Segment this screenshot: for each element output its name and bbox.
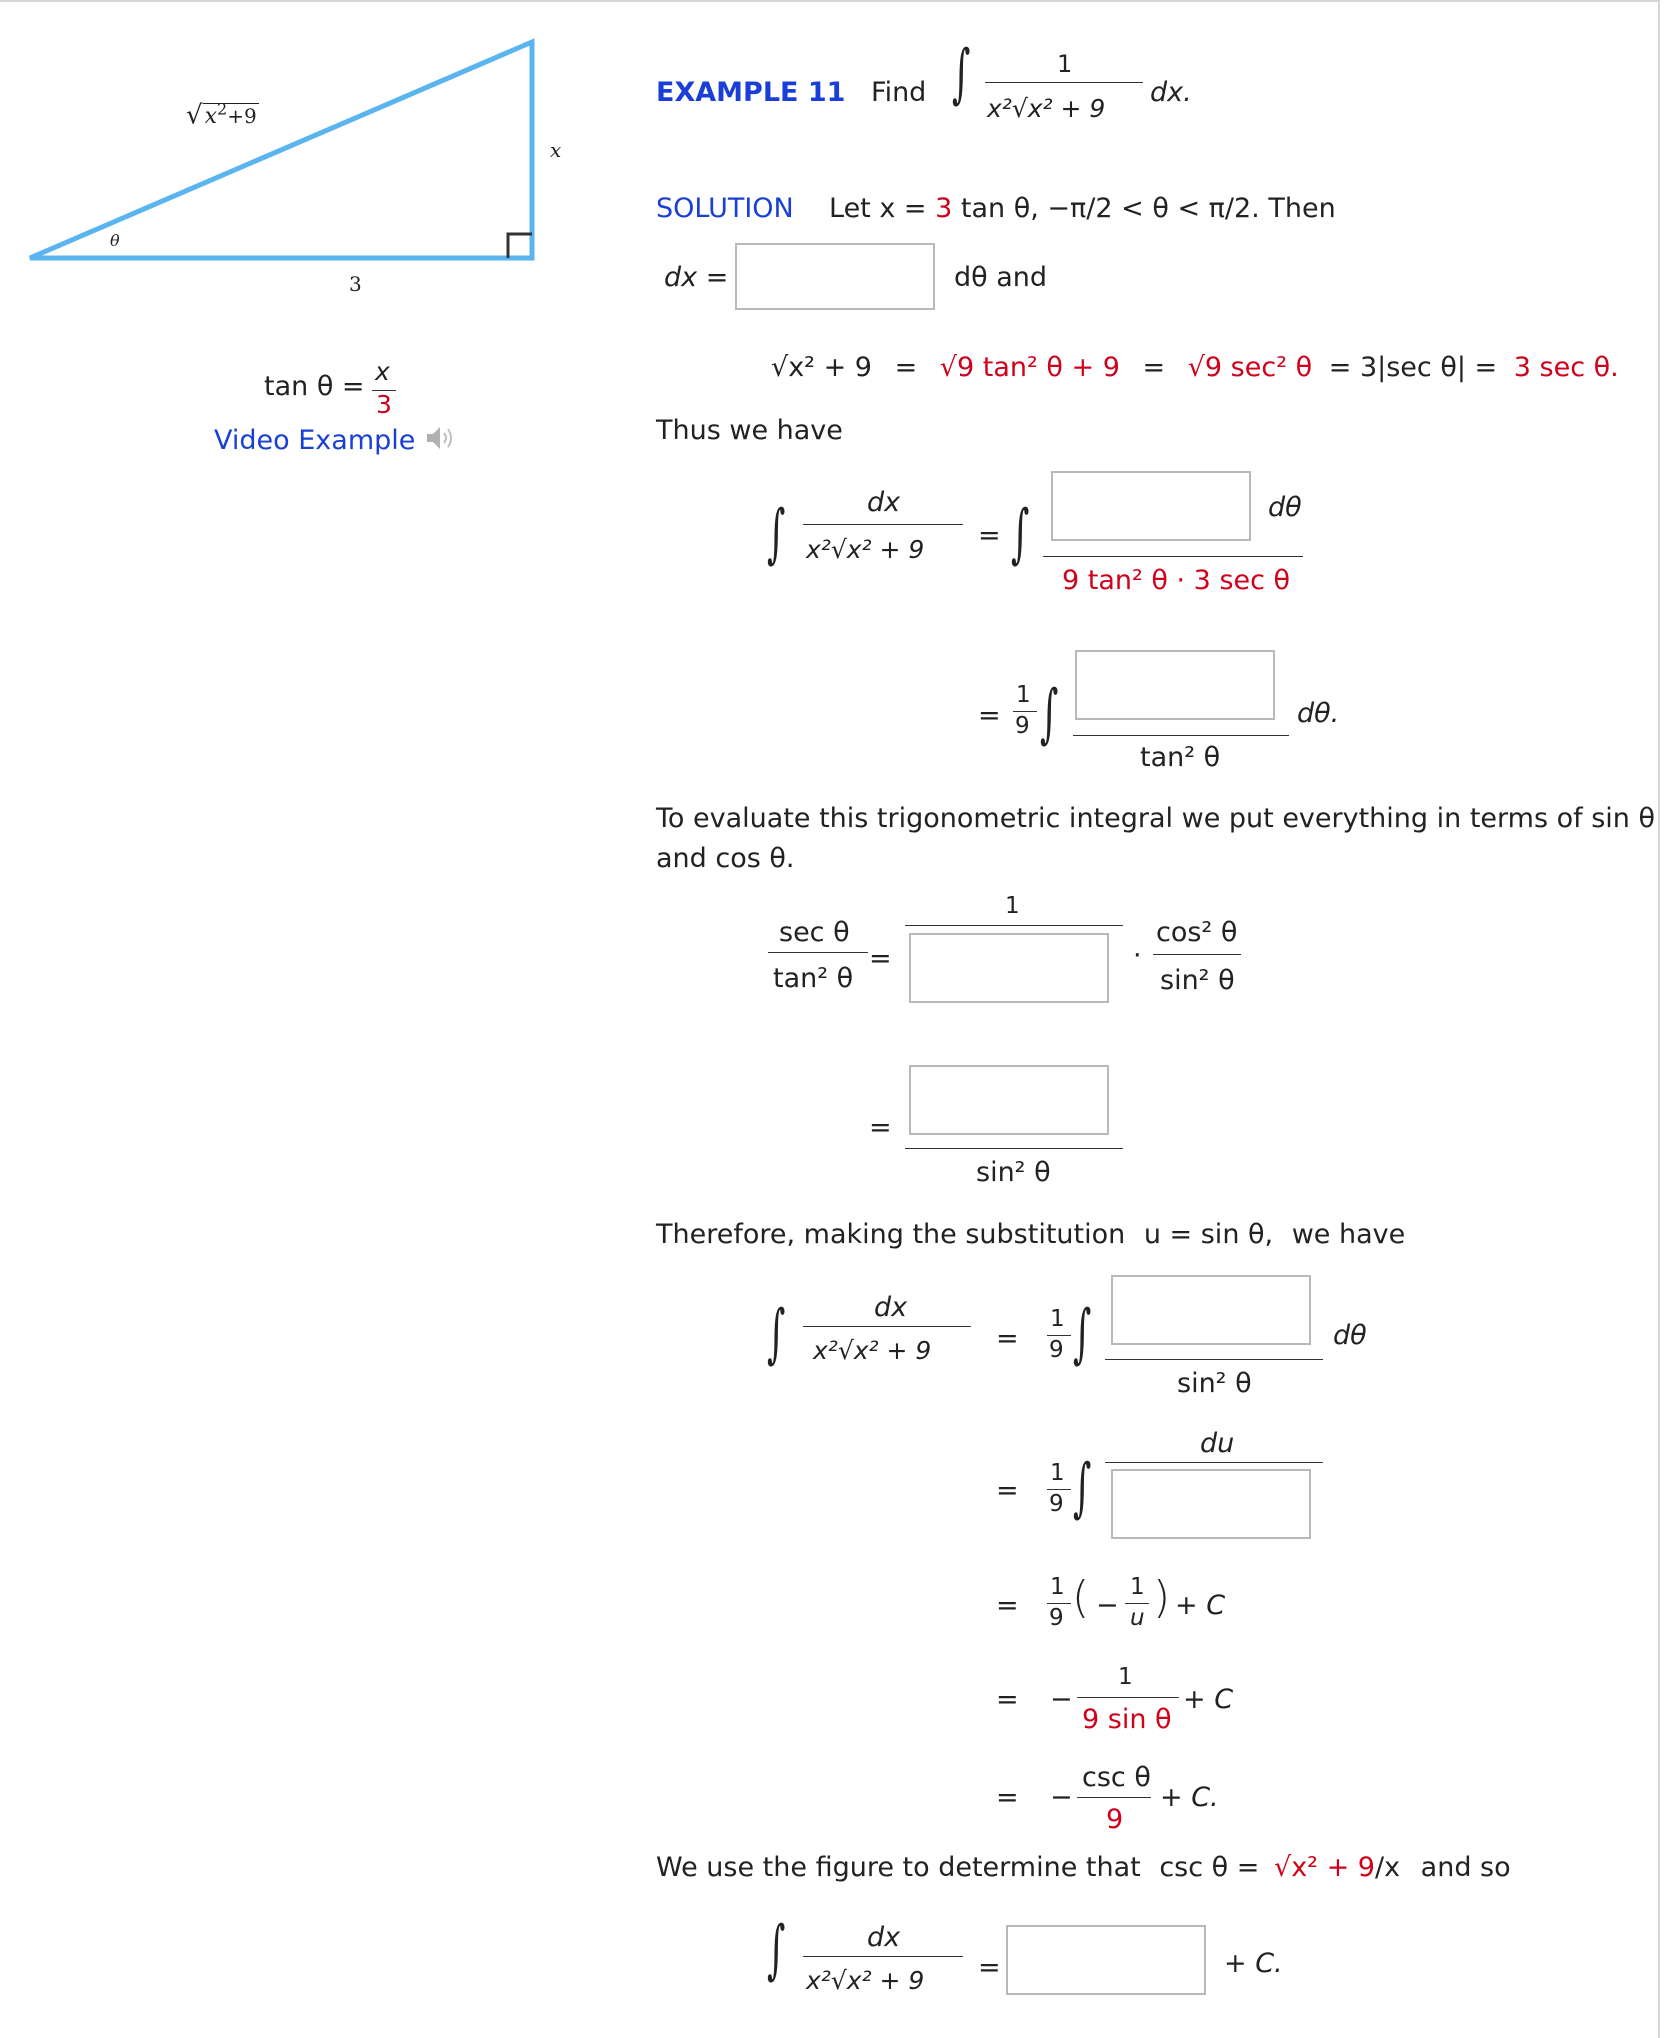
step5-coef-num: 1	[1050, 1306, 1065, 1332]
step6-coef-num: 1	[1050, 1460, 1065, 1486]
step7-inner-den: u	[1130, 1605, 1145, 1631]
video-example-label[interactable]: Video Example	[214, 425, 416, 456]
step2-rhs-bar	[1073, 735, 1289, 736]
step5-dtheta: dθ	[1333, 1320, 1367, 1351]
step7-inner-num: 1	[1130, 1574, 1145, 1600]
integral-sign-step1-rhs: ∫	[1011, 497, 1030, 571]
para3-sqrt: √x² + 9	[1274, 1852, 1375, 1883]
para1-line2: and cos θ.	[656, 843, 795, 874]
step2-coef-num: 1	[1016, 682, 1031, 708]
step3-lhs-num: sec θ	[779, 917, 850, 948]
step5-coef-den: 9	[1049, 1337, 1064, 1363]
tan-num: x	[375, 357, 390, 386]
final-lhs-bar	[803, 1956, 963, 1957]
step8-num: 1	[1118, 1664, 1133, 1690]
step2-dtheta: dθ.	[1297, 698, 1340, 729]
step3-denominator-input[interactable]	[909, 933, 1109, 1003]
speaker-icon[interactable]	[424, 423, 458, 453]
step7-plus-c: + C	[1175, 1590, 1226, 1621]
sqrt-chain	[771, 352, 1619, 383]
step2-rhs-den: tan² θ	[1140, 742, 1221, 773]
step6-denominator-input[interactable]	[1111, 1469, 1311, 1539]
step5-eq: =	[996, 1323, 1019, 1354]
step9-minus: −	[1050, 1782, 1073, 1813]
dx-eq-label: dx =	[664, 262, 729, 293]
step9-den: 9	[1106, 1804, 1124, 1835]
integral-sign-header: ∫	[952, 37, 971, 111]
thus-text: Thus we have	[656, 415, 843, 446]
step1-eq: =	[978, 520, 1001, 551]
step3-eq: =	[869, 943, 892, 974]
example-label: EXAMPLE 11	[656, 77, 846, 108]
integral-sign-step5: ∫	[1073, 1297, 1092, 1371]
step8-eq: =	[996, 1684, 1019, 1715]
step1-rhs-den: 9 tan² θ · 3 sec θ	[1062, 565, 1291, 596]
hyp-label	[186, 100, 259, 130]
step3-lhs-den: tan² θ	[773, 963, 854, 994]
final-answer-input[interactable]	[1006, 1925, 1206, 1995]
integral-sign-final: ∫	[767, 1913, 786, 1987]
opp-label: x	[550, 138, 562, 162]
step9-plus-c: + C.	[1160, 1782, 1219, 1813]
integral-sign-step5-lhs: ∫	[767, 1297, 786, 1371]
para3-text: We use the figure to determine that	[656, 1852, 1141, 1883]
step1-lhs-bar	[803, 524, 963, 525]
let-three: 3	[935, 193, 953, 224]
sqrt-a: √x² + 9	[771, 352, 872, 383]
step6-du: du	[1200, 1428, 1235, 1459]
step3-top-bar	[905, 925, 1123, 926]
find-label: Find	[871, 77, 927, 108]
step1-rhs-bar	[1043, 556, 1303, 557]
step1-lhs-den: x²√x² + 9	[806, 535, 925, 564]
step8-plus-c: + C	[1183, 1684, 1234, 1715]
step1-lhs-num: dx	[867, 487, 901, 518]
step4-den: sin² θ	[976, 1157, 1051, 1188]
integral-sign-step1-lhs: ∫	[767, 497, 786, 571]
step8-bar	[1077, 1697, 1179, 1698]
para3-end: and so	[1420, 1852, 1511, 1883]
step7-eq: =	[996, 1590, 1019, 1621]
let-statement	[829, 193, 1336, 224]
let-rest: tan θ, −π/2 < θ < π/2. Then	[952, 193, 1336, 224]
tan-lhs: tan θ =	[264, 371, 365, 402]
step6-eq: =	[996, 1475, 1019, 1506]
step7-close-paren: )	[1153, 1572, 1171, 1623]
integral-sign-step6: ∫	[1073, 1451, 1092, 1525]
hyp-exp: 2	[217, 100, 228, 119]
step3-lhs-bar	[768, 952, 868, 953]
sqrt-eq1: =	[894, 352, 918, 383]
final-lhs-den: x²√x² + 9	[806, 1966, 925, 1995]
step5-rhs-den: sin² θ	[1177, 1368, 1252, 1399]
sqrt-eq2: =	[1142, 352, 1166, 383]
para2-text: Therefore, making the substitution	[656, 1219, 1126, 1250]
step5-numerator-input[interactable]	[1111, 1275, 1311, 1345]
step4-bar	[905, 1148, 1123, 1149]
hyp-sqrt: √	[186, 100, 203, 131]
step3-cos-bar	[1153, 954, 1241, 955]
sqrt-d: 3 sec θ.	[1513, 352, 1619, 383]
step7-minus: −	[1096, 1590, 1119, 1621]
integral-sign-step2: ∫	[1040, 677, 1059, 751]
step9-eq: =	[996, 1782, 1019, 1813]
para3	[656, 1852, 1511, 1883]
solution-label: SOLUTION	[656, 193, 794, 224]
hyp-x: x	[204, 104, 217, 130]
step5-lhs-num: dx	[874, 1292, 908, 1323]
triangle-figure	[0, 0, 560, 320]
para2-end: we have	[1291, 1219, 1406, 1250]
angle-label: θ	[110, 231, 120, 250]
header-frac-bar	[985, 82, 1143, 83]
para1-line1: To evaluate this trigonometric integral we put everything in terms of sin θ	[656, 803, 1655, 834]
step8-den: 9 sin θ	[1082, 1704, 1172, 1735]
step7-coef-bar	[1047, 1603, 1071, 1604]
step2-coef-den: 9	[1015, 713, 1030, 739]
step4-numerator-input[interactable]	[909, 1065, 1109, 1135]
step7-open-paren: (	[1072, 1572, 1090, 1623]
tan-den: 3	[376, 390, 392, 419]
para2	[656, 1219, 1405, 1250]
sqrt-c: √9 sec² θ	[1187, 352, 1313, 383]
sqrt-eq3: = 3|sec θ| =	[1328, 352, 1498, 383]
hyp-plus: +9	[227, 104, 257, 129]
step5-rhs-bar	[1105, 1359, 1323, 1360]
dx-answer-input[interactable]	[735, 243, 935, 310]
header-dx: dx.	[1150, 77, 1192, 108]
para3-csc: csc θ =	[1159, 1852, 1260, 1883]
let-text: Let x =	[829, 193, 936, 224]
step6-coef-den: 9	[1049, 1491, 1064, 1517]
triangle-outline	[30, 42, 532, 258]
header-integrand-num: 1	[1057, 50, 1073, 78]
final-plus-c: + C.	[1224, 1948, 1283, 1979]
step3-sin-den: sin² θ	[1160, 965, 1235, 996]
step6-coef-bar	[1047, 1489, 1071, 1490]
step3-dot: ·	[1133, 940, 1142, 971]
step8-minus: −	[1050, 1684, 1073, 1715]
para3-tail: /x	[1374, 1852, 1401, 1883]
final-lhs-num: dx	[867, 1922, 901, 1953]
step5-lhs-bar	[803, 1326, 971, 1327]
sqrt-b: √9 tan² θ + 9	[939, 352, 1120, 383]
step2-coef-bar	[1013, 711, 1037, 712]
step3-cos-num: cos² θ	[1156, 917, 1238, 948]
step9-num: csc θ	[1082, 1762, 1151, 1793]
step3-top-num: 1	[1005, 893, 1020, 919]
header-integrand-den: x²√x² + 9	[987, 94, 1106, 123]
adj-label: 3	[349, 272, 362, 296]
right-angle-marker	[508, 234, 532, 258]
step4-eq: =	[869, 1112, 892, 1143]
video-example-link[interactable]	[214, 423, 458, 456]
step7-coef-num: 1	[1050, 1574, 1065, 1600]
dtheta-and: dθ and	[954, 262, 1048, 293]
step5-lhs-den: x²√x² + 9	[813, 1336, 932, 1365]
step6-bar	[1105, 1462, 1323, 1463]
step9-bar	[1077, 1797, 1151, 1798]
step1-numerator-input[interactable]	[1051, 471, 1251, 541]
final-eq: =	[978, 1952, 1001, 1983]
para2-sub: u = sin θ,	[1143, 1219, 1274, 1250]
step7-inner-bar	[1125, 1603, 1149, 1604]
step7-coef-den: 9	[1049, 1605, 1064, 1631]
step5-coef-bar	[1047, 1335, 1071, 1336]
step2-eq: =	[978, 700, 1001, 731]
step2-numerator-input[interactable]	[1075, 650, 1275, 720]
step1-dtheta: dθ	[1268, 492, 1302, 523]
